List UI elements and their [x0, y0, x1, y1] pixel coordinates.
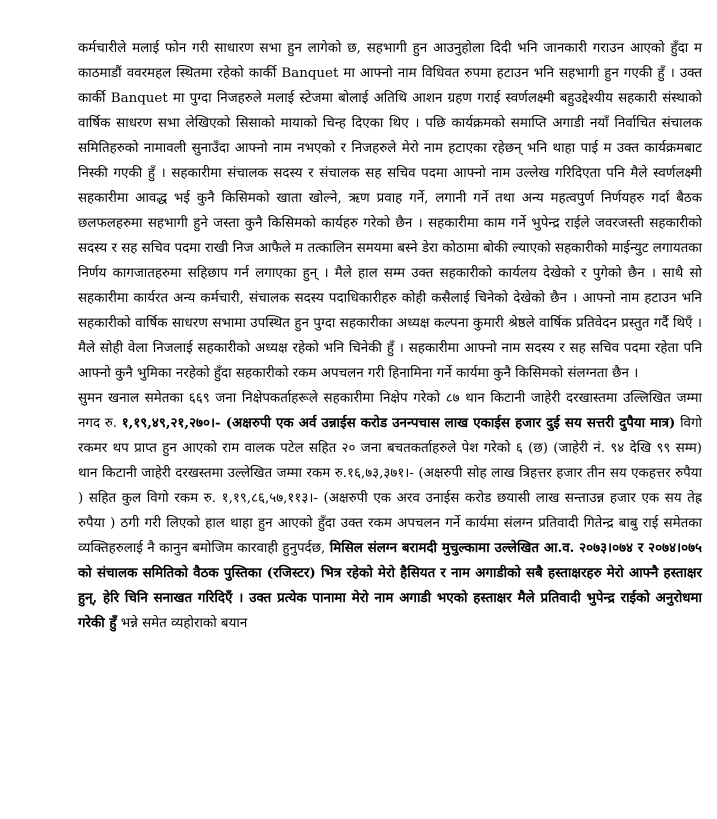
statement-paragraph-1: कर्मचारीले मलाई फोन गरी साधारण सभा हुन लागेको छ, सहभागी हुन आउनुहोला दिदी भनि जानकारी गराउन आएको हुँदा म काठमाडौं ववरमहल स्थितमा रहेको कार्की Banquet मा आफ्नो नाम विधिवत रुपमा हटाउन भनि सहभागी हुन गएकी हुँ । उक्त कार्की Banquet मा पुग्दा निजहरुले मलाई स्टेजमा बोलाई अतिथि आशन ग्रहण गराई स्वर्णलक्ष्मी बहुउद्देश्यीय सहकारी संस्थाको वार्षिक साधरण सभा लेखिएको सिसाको मायाको चिन्ह दिएका थिए । पछि कार्यक्रमको समाप्ति अगाडी नयाँ निर्वाचित संचालक समितिहरुको नामावली सुनाउँदा आफ्नो नाम नभएको र निजहरुले मेरो नाम हटाएका रहेछन् भनि थाहा पाई म उक्त कार्यक्रमबाट निस्की गएकी हुँ । सहकारीमा संचालक सदस्य र संचालक सह सचिव पदमा आफ्नो नाम उल्लेख गरिदिएता पनि मैले स्वर्णलक्ष्मी सहकारीमा आवद्ध भई कुनै किसिमको खाता खोल्ने, ऋण प्रवाह गर्ने, लगानी गर्ने तथा अन्य महत्वपुर्ण निर्णयहरु गर्दा बैठक छलफलहरुमा सहभागी हुने जस्ता कुनै किसिमको कार्यहरु गरेको छैन । सहकारीमा काम गर्ने भुपेन्द्र राईले जवरजस्ती सहकारीको सदस्य र सह सचिव पदमा राखी निज आफैले म तत्कालिन समयमा बस्ने डेरा कोठामा बोकी ल्याएको सहकारीको माईन्युट लगायतका निर्णय कागजातहरुमा सहिछाप गर्न लगाएका हुन् । मैले हाल सम्म उक्त सहकारीको कार्यलय देखेको र पुगेको छैन । साथै सो सहकारीमा कार्यरत अन्य कर्मचारी, संचालक सदस्य पदाधिकारीहरु कोही कसैलाई चिनेको देखेको छैन । आफ्नो नाम हटाउन भनि सहकारीको वार्षिक साधरण सभामा उपस्थित हुन पुग्दा सहकारीका अध्यक्ष कल्पना कुमारी श्रेष्ठले वार्षिक प्रतिवेदन प्रस्तुत गर्दै थिएँ । मैले सोही वेला निजलाई सहकारीको अध्यक्ष रहेको भनि चिनेकी हुँ । सहकारीमा आफ्नो नाम सदस्य र सह सचिव पदमा रहेता पनि आफ्नो कुनै भुमिका नरहेको हुँदा सहकारीको रकम अपचलन गरी हिनामिना गर्ने कार्यमा कुनै किसिमको संलग्नता छैन । — [78, 41, 702, 381]
statement-paragraph-2 — [78, 386, 702, 636]
closing-text: भन्ने समेत व्यहोराको बयान — [116, 616, 248, 631]
statement-document — [78, 36, 702, 636]
claim-intro-text: सुमन खनाल समेतका ६६९ जना निक्षेपकर्ताहरूले सहकारीमा निक्षेप गरेको ८७ थान किटानी जाहेरी दरखास्तमा उल्लिखित जम्मा नगद रु. — [78, 391, 702, 431]
claim-details-text: विगो रकमर थप प्राप्त हुन आएको राम वालक पटेल सहित २० जना बचतकर्ताहरुले पेश गरेको ६ (छ) (जाहेरी नं. ९४ देखि ९९ सम्म) थान किटानी जाहेरी दरखस्तमा उल्लेखित जम्मा रकम रु.१६,७३,३७१।- (अक्षरुपी सोह लाख त्रिहत्तर हजार तीन सय एकहत्तर रुपैया ) सहित कुल विगो रकम रु. १,१९,८६,५७,११३।- (अक्षरुपी एक अरव उनाईस करोड छयासी लाख सन्ताउन्न हजार एक सय तेह्र रुपैया ) ठगी गरी लिएको हाल थाहा हुन आएको हुँदा उक्त रकम अपचलन गर्ने कार्यमा संलग्न प्रतिवादी गितेन्द्र बाबु राई समेतका व्यक्तिहरुलाई नै कानुन बमोजिम कारवाही हुनुपर्दछ, — [78, 416, 702, 556]
claim-amount-bold: १,१९,४९,२१,२७०।- (अक्षरुपी एक अर्व उन्नाईस करोड उनन्पचास लाख एकाईस हजार दुई सय सत्तरी दुपैया मात्र) — [121, 415, 676, 431]
signature-confirmation-bold: मिसिल संलग्न बरामदी मुचुल्कामा उल्लेखित आ.व. २०७३।०७४ र २०७४।०७५ को संचालक समितिको वैठक पुस्तिका (रजिस्टर) भित्र रहेको मेरो हैसियत र नाम अगाडीको सबै हस्ताक्षरहरु मेरो आफ्नै हस्ताक्षर हुन्, हेरि चिनि सनाखत गरिदिएँ । उक्त प्रत्येक पानामा मेरो नाम अगाडी भएको हस्ताक्षर मैले प्रतिवादी भुपेन्द्र राईको अनुरोधमा गरेकी हुँ — [78, 540, 702, 631]
